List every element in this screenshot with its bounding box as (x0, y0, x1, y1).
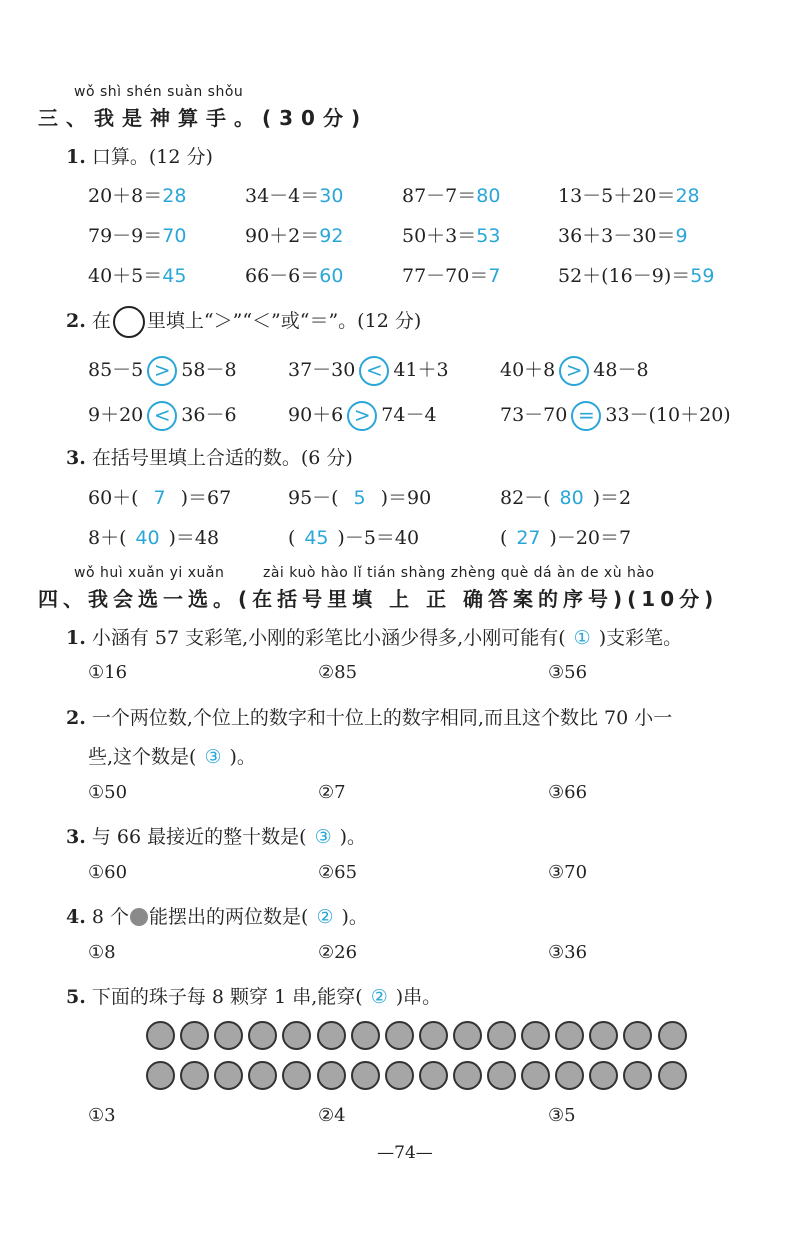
bead (589, 1021, 618, 1050)
fill-blank-item (500, 483, 631, 510)
q3-2-number: 2. (66, 310, 86, 332)
q4-1-answer: ① (573, 627, 591, 649)
compare-item (500, 400, 731, 431)
answer: 92 (319, 225, 344, 247)
q3-2-pre: 在 (91, 310, 111, 332)
q4-2-number: 2. (66, 707, 86, 729)
q4-4-option-3: ③36 (548, 942, 588, 963)
q4-2-answer: ③ (204, 746, 222, 768)
answer: 5 (353, 487, 366, 509)
q4-2-option-3: ③66 (548, 782, 588, 803)
answer: 60 (319, 265, 344, 287)
q4-5-option-3: ③5 (548, 1105, 576, 1126)
answer: 7 (153, 487, 166, 509)
before: 95－( (288, 487, 339, 509)
bead (146, 1021, 175, 1050)
compare-item (288, 400, 437, 431)
left-expression: 9＋20 (88, 404, 144, 426)
bead (555, 1061, 584, 1090)
bead (385, 1061, 414, 1090)
bead (419, 1021, 448, 1050)
left-expression: 73－70 (500, 404, 568, 426)
expression: 66－6＝ (245, 265, 320, 287)
after: )－20＝7 (549, 527, 632, 549)
bead (214, 1021, 243, 1050)
sec3-pinyin: wǒ shì shén suàn shǒu (74, 84, 244, 100)
answer: 28 (162, 185, 187, 207)
bead (623, 1061, 652, 1090)
mental-calc-item (402, 261, 500, 288)
q4-3-option-1: ①60 (88, 862, 128, 883)
mental-calc-item (245, 181, 343, 208)
right-expression: 48－8 (593, 359, 649, 381)
q4-3-post: )。 (339, 826, 367, 848)
compare-item (88, 400, 237, 431)
q3-1-number: 1. (66, 146, 86, 168)
q4-3 (66, 822, 366, 849)
sec4-pinyin-1: wǒ huì xuǎn yi xuǎn (74, 565, 225, 581)
right-expression: 74－4 (381, 404, 437, 426)
after: )＝90 (380, 487, 432, 509)
q3-1-text: 口算。(12 分) (91, 146, 213, 168)
bead (658, 1061, 687, 1090)
expression: 20＋8＝ (88, 185, 163, 207)
before: ( (500, 527, 508, 549)
q4-4-option-2: ②26 (318, 942, 358, 963)
bead (453, 1021, 482, 1050)
bead (146, 1061, 175, 1090)
q4-5-text: 下面的珠子每 8 颗穿 1 串,能穿( (91, 986, 363, 1008)
q4-2-line2 (88, 742, 256, 769)
q4-4-answer: ② (316, 906, 334, 928)
sec4-title: 四、我会选一选。(在括号里填 上 正 确答案的序号)(10分) (38, 587, 719, 611)
bead (521, 1021, 550, 1050)
q4-1-post: )支彩笔。 (598, 627, 683, 649)
q3-3-text: 在括号里填上合适的数。(6 分) (91, 447, 353, 469)
mental-calc-item (402, 181, 500, 208)
answer: 45 (304, 527, 329, 549)
answer: 80 (476, 185, 501, 207)
expression: 79－9＝ (88, 225, 163, 247)
mental-calc-item (245, 221, 343, 248)
sec3-title: 三、我是神算手。(30分) (38, 106, 369, 130)
q4-4-text: 8 个 (91, 906, 130, 928)
q4-3-option-3: ③70 (548, 862, 588, 883)
expression: 87－7＝ (402, 185, 477, 207)
mental-calc-item (245, 261, 343, 288)
mental-calc-item (558, 221, 688, 248)
left-expression: 90＋6 (288, 404, 344, 426)
bead (351, 1021, 380, 1050)
bead (180, 1021, 209, 1050)
bead (453, 1061, 482, 1090)
q4-3-option-2: ②65 (318, 862, 358, 883)
after: )－5＝40 (337, 527, 420, 549)
q4-5-answer: ② (370, 986, 388, 1008)
q3-2-heading (66, 306, 421, 338)
answer: 53 (476, 225, 501, 247)
q4-3-number: 3. (66, 826, 86, 848)
bead (282, 1061, 311, 1090)
after: )＝2 (592, 487, 632, 509)
answer: 7 (488, 265, 501, 287)
answer: 9 (675, 225, 688, 247)
q4-4-option-1: ①8 (88, 942, 116, 963)
expression: 34－4＝ (245, 185, 320, 207)
compare-item (500, 355, 649, 386)
sec4-pinyin-2: zài kuò hào lǐ tián shàng zhèng què dá àn de xù hào (263, 565, 655, 581)
bead (419, 1061, 448, 1090)
q4-4-post: )。 (341, 906, 368, 928)
fill-blank-item (288, 483, 431, 510)
right-expression: 36－6 (181, 404, 237, 426)
q4-1-option-2: ②85 (318, 662, 358, 683)
q4-3-text: 与 66 最接近的整十数是( (91, 826, 307, 848)
q3-2-post: 里填上“＞”“＜”或“＝”。(12 分) (146, 310, 422, 332)
before: 8＋( (88, 527, 127, 549)
comparison-sign: < (359, 356, 389, 386)
q4-5-post: )串。 (395, 986, 442, 1008)
q3-3-heading (66, 443, 353, 470)
page-number: —74— (377, 1143, 433, 1163)
right-expression: 41＋3 (393, 359, 449, 381)
expression: 90＋2＝ (245, 225, 320, 247)
q3-1-heading (66, 142, 213, 169)
q4-1-number: 1. (66, 627, 86, 649)
bead (487, 1021, 516, 1050)
left-expression: 85－5 (88, 359, 144, 381)
bead (658, 1021, 687, 1050)
grey-dot-icon (130, 908, 148, 926)
expression: 52＋(16－9)＝ (558, 265, 691, 287)
mental-calc-item (88, 181, 186, 208)
answer: 70 (162, 225, 187, 247)
expression: 50＋3＝ (402, 225, 477, 247)
bead (555, 1021, 584, 1050)
after: )＝67 (180, 487, 232, 509)
answer: 40 (135, 527, 160, 549)
q4-1-option-1: ①16 (88, 662, 128, 683)
q4-2-text: 一个两位数,个位上的数字和十位上的数字相同,而且这个数比 70 小一 (91, 707, 673, 729)
bead (623, 1021, 652, 1050)
comparison-sign: > (559, 356, 589, 386)
mental-calc-item (558, 261, 714, 288)
mental-calc-item (88, 261, 186, 288)
answer: 80 (559, 487, 584, 509)
q4-2-text-2: 些,这个数是( (88, 746, 197, 768)
q4-1-text: 小涵有 57 支彩笔,小刚的彩笔比小涵少得多,小刚可能有( (91, 627, 566, 649)
bead (487, 1061, 516, 1090)
q4-5-number: 5. (66, 986, 86, 1008)
after: )＝48 (168, 527, 220, 549)
q4-2-option-2: ②7 (318, 782, 346, 803)
compare-item (88, 355, 237, 386)
mental-calc-item (558, 181, 700, 208)
bead (282, 1021, 311, 1050)
answer: 28 (675, 185, 700, 207)
comparison-sign: < (147, 401, 177, 431)
q4-1-option-3: ③56 (548, 662, 588, 683)
fill-blank-item (88, 523, 219, 550)
compare-item (288, 355, 449, 386)
q4-4-number: 4. (66, 906, 86, 928)
expression: 77－70＝ (402, 265, 489, 287)
q4-5-option-1: ①3 (88, 1105, 116, 1126)
q4-3-answer: ③ (314, 826, 332, 848)
before: ( (288, 527, 296, 549)
expression: 13－5＋20＝ (558, 185, 676, 207)
q4-5-option-2: ②4 (318, 1105, 346, 1126)
mental-calc-item (88, 221, 186, 248)
bead (385, 1021, 414, 1050)
answer: 59 (690, 265, 715, 287)
left-expression: 37－30 (288, 359, 356, 381)
bead (248, 1061, 277, 1090)
mental-calc-item (402, 221, 500, 248)
empty-circle-icon (113, 306, 145, 338)
expression: 40＋5＝ (88, 265, 163, 287)
bead (589, 1061, 618, 1090)
bead (351, 1061, 380, 1090)
bead (317, 1021, 346, 1050)
answer: 27 (516, 527, 541, 549)
fill-blank-item (288, 523, 419, 550)
comparison-sign: = (571, 401, 601, 431)
bead (521, 1061, 550, 1090)
fill-blank-item (88, 483, 231, 510)
expression: 36＋3－30＝ (558, 225, 676, 247)
bead (180, 1061, 209, 1090)
q4-4 (66, 902, 368, 929)
before: 60＋( (88, 487, 139, 509)
answer: 45 (162, 265, 187, 287)
bead (214, 1061, 243, 1090)
comparison-sign: > (347, 401, 377, 431)
right-expression: 58－8 (181, 359, 237, 381)
answer: 30 (319, 185, 344, 207)
bead (248, 1021, 277, 1050)
left-expression: 40＋8 (500, 359, 556, 381)
fill-blank-item (500, 523, 631, 550)
q4-5 (66, 982, 441, 1009)
before: 82－( (500, 487, 551, 509)
q4-1 (66, 623, 682, 650)
q3-3-number: 3. (66, 447, 86, 469)
q4-2-option-1: ①50 (88, 782, 128, 803)
bead (317, 1061, 346, 1090)
comparison-sign: > (147, 356, 177, 386)
q4-4-text-2: 能摆出的两位数是( (149, 906, 309, 928)
q4-2 (66, 703, 672, 730)
q4-2-post: )。 (229, 746, 256, 768)
right-expression: 33－(10＋20) (605, 404, 731, 426)
